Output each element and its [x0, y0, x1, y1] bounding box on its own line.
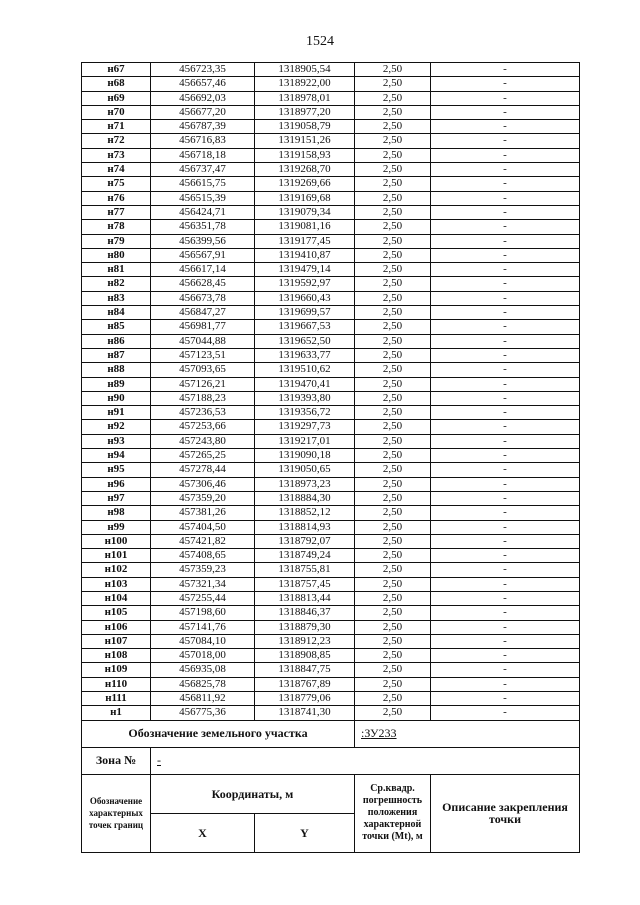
- coord-x: 456657,46: [151, 77, 255, 91]
- error-value: 2,50: [355, 348, 431, 362]
- error-value: 2,50: [355, 434, 431, 448]
- fixing-description: -: [431, 363, 580, 377]
- header-x: X: [151, 813, 255, 852]
- fixing-description: -: [431, 91, 580, 105]
- coord-x: 457084,10: [151, 634, 255, 648]
- point-name: н109: [82, 663, 151, 677]
- coord-x: 457044,88: [151, 334, 255, 348]
- table-row: [82, 234, 580, 248]
- table-row: [82, 248, 580, 262]
- point-name: н69: [82, 91, 151, 105]
- point-name: н78: [82, 220, 151, 234]
- point-name: н83: [82, 291, 151, 305]
- error-value: 2,50: [355, 563, 431, 577]
- coord-x: 456351,78: [151, 220, 255, 234]
- point-name: н71: [82, 120, 151, 134]
- point-name: н92: [82, 420, 151, 434]
- fixing-description: -: [431, 649, 580, 663]
- header-y: Y: [255, 813, 355, 852]
- table-row: [82, 77, 580, 91]
- table-row: [82, 449, 580, 463]
- header-error: Ср.квадр. погрешность положения характерной точки (Mt), м: [355, 774, 431, 852]
- coord-y: 1318852,12: [255, 506, 355, 520]
- point-name: н106: [82, 620, 151, 634]
- fixing-description: -: [431, 277, 580, 291]
- coord-y: 1319510,62: [255, 363, 355, 377]
- coord-x: 457093,65: [151, 363, 255, 377]
- fixing-description: -: [431, 220, 580, 234]
- error-value: 2,50: [355, 163, 431, 177]
- coord-x: 457123,51: [151, 348, 255, 362]
- fixing-description: -: [431, 477, 580, 491]
- coord-x: 456567,91: [151, 248, 255, 262]
- table-row: [82, 348, 580, 362]
- coord-y: 1319297,73: [255, 420, 355, 434]
- coord-y: 1318978,01: [255, 91, 355, 105]
- point-name: н98: [82, 506, 151, 520]
- error-value: 2,50: [355, 406, 431, 420]
- coord-y: 1319393,80: [255, 391, 355, 405]
- header-row-1: [82, 774, 580, 813]
- coord-y: 1319151,26: [255, 134, 355, 148]
- coord-y: 1318847,75: [255, 663, 355, 677]
- table-row: [82, 406, 580, 420]
- table-row: [82, 91, 580, 105]
- coord-x: 457243,80: [151, 434, 255, 448]
- error-value: 2,50: [355, 105, 431, 119]
- fixing-description: -: [431, 449, 580, 463]
- coord-y: 1318813,44: [255, 591, 355, 605]
- error-value: 2,50: [355, 148, 431, 162]
- coordinates-table: [81, 62, 580, 853]
- fixing-description: -: [431, 177, 580, 191]
- page-number: 1524: [306, 34, 334, 49]
- fixing-description: -: [431, 334, 580, 348]
- point-name: н91: [82, 406, 151, 420]
- coord-y: 1318884,30: [255, 491, 355, 505]
- header-description: Описание закрепления точки: [431, 774, 580, 852]
- table-row: [82, 491, 580, 505]
- coord-x: 456692,03: [151, 91, 255, 105]
- coord-y: 1318973,23: [255, 477, 355, 491]
- coord-x: 456737,47: [151, 163, 255, 177]
- fixing-description: -: [431, 520, 580, 534]
- fixing-description: -: [431, 263, 580, 277]
- point-name: н90: [82, 391, 151, 405]
- point-name: н94: [82, 449, 151, 463]
- point-name: н70: [82, 105, 151, 119]
- table-row: [82, 477, 580, 491]
- point-name: н74: [82, 163, 151, 177]
- coord-x: 456723,35: [151, 63, 255, 77]
- point-name: н102: [82, 563, 151, 577]
- table-row: [82, 320, 580, 334]
- coord-x: 456424,71: [151, 205, 255, 219]
- coord-x: 457306,46: [151, 477, 255, 491]
- fixing-description: -: [431, 577, 580, 591]
- point-name: н103: [82, 577, 151, 591]
- fixing-description: -: [431, 191, 580, 205]
- coord-y: 1318908,85: [255, 649, 355, 663]
- table-row: [82, 663, 580, 677]
- coord-x: 456981,77: [151, 320, 255, 334]
- error-value: 2,50: [355, 520, 431, 534]
- coord-x: 457278,44: [151, 463, 255, 477]
- coord-x: 456935,08: [151, 663, 255, 677]
- fixing-description: -: [431, 692, 580, 706]
- point-name: н95: [82, 463, 151, 477]
- header-coordinates: Координаты, м: [151, 774, 355, 813]
- table-row: [82, 134, 580, 148]
- error-value: 2,50: [355, 263, 431, 277]
- coord-x: 456399,56: [151, 234, 255, 248]
- zone-row: [82, 747, 580, 774]
- coord-x: 457421,82: [151, 534, 255, 548]
- coord-y: 1318905,54: [255, 63, 355, 77]
- fixing-description: -: [431, 506, 580, 520]
- point-name: н104: [82, 591, 151, 605]
- error-value: 2,50: [355, 534, 431, 548]
- table-row: [82, 363, 580, 377]
- point-name: н89: [82, 377, 151, 391]
- point-name: н85: [82, 320, 151, 334]
- fixing-description: -: [431, 563, 580, 577]
- coord-x: 456615,75: [151, 177, 255, 191]
- coord-x: 457359,20: [151, 491, 255, 505]
- table-row: [82, 263, 580, 277]
- coord-x: 456673,78: [151, 291, 255, 305]
- table-row: [82, 163, 580, 177]
- coord-y: 1319177,45: [255, 234, 355, 248]
- fixing-description: -: [431, 306, 580, 320]
- table-row: [82, 620, 580, 634]
- coord-y: 1319356,72: [255, 406, 355, 420]
- coord-y: 1319633,77: [255, 348, 355, 362]
- table-row: [82, 391, 580, 405]
- coord-y: 1319699,57: [255, 306, 355, 320]
- table-row: [82, 649, 580, 663]
- error-value: 2,50: [355, 205, 431, 219]
- fixing-description: -: [431, 348, 580, 362]
- error-value: 2,50: [355, 692, 431, 706]
- table-row: [82, 148, 580, 162]
- point-name: н97: [82, 491, 151, 505]
- error-value: 2,50: [355, 234, 431, 248]
- table-row: [82, 205, 580, 219]
- coord-y: 1319268,70: [255, 163, 355, 177]
- error-value: 2,50: [355, 449, 431, 463]
- fixing-description: -: [431, 463, 580, 477]
- coord-y: 1319470,41: [255, 377, 355, 391]
- error-value: 2,50: [355, 220, 431, 234]
- table-row: [82, 120, 580, 134]
- error-value: 2,50: [355, 620, 431, 634]
- point-name: н108: [82, 649, 151, 663]
- coord-x: 457236,53: [151, 406, 255, 420]
- point-name: н68: [82, 77, 151, 91]
- land-plot-label: Обозначение земельного участка: [82, 720, 355, 747]
- coord-x: 457188,23: [151, 391, 255, 405]
- table-row: [82, 634, 580, 648]
- error-value: 2,50: [355, 91, 431, 105]
- error-value: 2,50: [355, 63, 431, 77]
- fixing-description: -: [431, 406, 580, 420]
- error-value: 2,50: [355, 134, 431, 148]
- coord-x: 457253,66: [151, 420, 255, 434]
- coord-y: 1319410,87: [255, 248, 355, 262]
- error-value: 2,50: [355, 649, 431, 663]
- coord-y: 1319660,43: [255, 291, 355, 305]
- point-name: н79: [82, 234, 151, 248]
- coord-y: 1319479,14: [255, 263, 355, 277]
- point-name: н101: [82, 549, 151, 563]
- table-row: [82, 334, 580, 348]
- table-row: [82, 692, 580, 706]
- coord-x: 456718,18: [151, 148, 255, 162]
- point-name: н99: [82, 520, 151, 534]
- coord-x: 456617,14: [151, 263, 255, 277]
- error-value: 2,50: [355, 591, 431, 605]
- table-row: [82, 577, 580, 591]
- fixing-description: -: [431, 163, 580, 177]
- point-name: н96: [82, 477, 151, 491]
- error-value: 2,50: [355, 606, 431, 620]
- coord-y: 1319050,65: [255, 463, 355, 477]
- coord-x: 456775,36: [151, 706, 255, 720]
- fixing-description: -: [431, 634, 580, 648]
- fixing-description: -: [431, 291, 580, 305]
- point-name: н107: [82, 634, 151, 648]
- land-plot-code: :ЗУ233: [355, 720, 580, 747]
- error-value: 2,50: [355, 420, 431, 434]
- point-name: н81: [82, 263, 151, 277]
- point-name: н84: [82, 306, 151, 320]
- point-name: н87: [82, 348, 151, 362]
- point-name: н76: [82, 191, 151, 205]
- table-row: [82, 506, 580, 520]
- coord-x: 457265,25: [151, 449, 255, 463]
- fixing-description: -: [431, 434, 580, 448]
- table-row: [82, 63, 580, 77]
- coord-x: 457126,21: [151, 377, 255, 391]
- coord-x: 456811,92: [151, 692, 255, 706]
- coord-x: 457404,50: [151, 520, 255, 534]
- fixing-description: -: [431, 134, 580, 148]
- point-name: н100: [82, 534, 151, 548]
- coord-x: 456825,78: [151, 677, 255, 691]
- coord-x: 457359,23: [151, 563, 255, 577]
- table-body: [82, 63, 580, 721]
- fixing-description: -: [431, 105, 580, 119]
- coord-y: 1318912,23: [255, 634, 355, 648]
- table-row: [82, 105, 580, 119]
- table-row: [82, 177, 580, 191]
- error-value: 2,50: [355, 677, 431, 691]
- table-row: [82, 291, 580, 305]
- zone-value: -: [151, 747, 580, 774]
- coord-y: 1318879,30: [255, 620, 355, 634]
- table-row: [82, 306, 580, 320]
- coord-y: 1318922,00: [255, 77, 355, 91]
- error-value: 2,50: [355, 77, 431, 91]
- error-value: 2,50: [355, 549, 431, 563]
- point-name: н82: [82, 277, 151, 291]
- table-row: [82, 520, 580, 534]
- coord-y: 1318846,37: [255, 606, 355, 620]
- table-row: [82, 434, 580, 448]
- coord-y: 1318757,45: [255, 577, 355, 591]
- fixing-description: -: [431, 663, 580, 677]
- fixing-description: -: [431, 391, 580, 405]
- table-row: [82, 191, 580, 205]
- error-value: 2,50: [355, 277, 431, 291]
- error-value: 2,50: [355, 506, 431, 520]
- fixing-description: -: [431, 620, 580, 634]
- coord-y: 1319090,18: [255, 449, 355, 463]
- coord-y: 1319217,01: [255, 434, 355, 448]
- table-row: [82, 220, 580, 234]
- coord-y: 1318755,81: [255, 563, 355, 577]
- error-value: 2,50: [355, 577, 431, 591]
- error-value: 2,50: [355, 377, 431, 391]
- coord-y: 1318977,20: [255, 105, 355, 119]
- coord-y: 1318767,89: [255, 677, 355, 691]
- fixing-description: -: [431, 606, 580, 620]
- error-value: 2,50: [355, 663, 431, 677]
- point-name: н93: [82, 434, 151, 448]
- error-value: 2,50: [355, 463, 431, 477]
- error-value: 2,50: [355, 248, 431, 262]
- fixing-description: -: [431, 677, 580, 691]
- error-value: 2,50: [355, 291, 431, 305]
- fixing-description: -: [431, 205, 580, 219]
- coord-x: 456515,39: [151, 191, 255, 205]
- fixing-description: -: [431, 234, 580, 248]
- table-row: [82, 420, 580, 434]
- table-row: [82, 534, 580, 548]
- point-name: н1: [82, 706, 151, 720]
- coord-x: 457255,44: [151, 591, 255, 605]
- coord-y: 1319079,34: [255, 205, 355, 219]
- coord-x: 456677,20: [151, 105, 255, 119]
- table-row: [82, 591, 580, 605]
- coord-y: 1319667,53: [255, 320, 355, 334]
- table-row: [82, 463, 580, 477]
- error-value: 2,50: [355, 706, 431, 720]
- coord-x: 456628,45: [151, 277, 255, 291]
- fixing-description: -: [431, 377, 580, 391]
- table-row: [82, 377, 580, 391]
- point-name: н110: [82, 677, 151, 691]
- fixing-description: -: [431, 534, 580, 548]
- coord-x: 456847,27: [151, 306, 255, 320]
- coord-y: 1319158,93: [255, 148, 355, 162]
- point-name: н88: [82, 363, 151, 377]
- point-name: н73: [82, 148, 151, 162]
- error-value: 2,50: [355, 320, 431, 334]
- error-value: 2,50: [355, 120, 431, 134]
- coord-x: 457198,60: [151, 606, 255, 620]
- coord-y: 1318779,06: [255, 692, 355, 706]
- fixing-description: -: [431, 706, 580, 720]
- fixing-description: -: [431, 63, 580, 77]
- coord-y: 1318741,30: [255, 706, 355, 720]
- error-value: 2,50: [355, 177, 431, 191]
- coord-y: 1319652,50: [255, 334, 355, 348]
- coord-y: 1319169,68: [255, 191, 355, 205]
- table-row: [82, 563, 580, 577]
- coord-y: 1318792,07: [255, 534, 355, 548]
- coord-x: 457321,34: [151, 577, 255, 591]
- coord-y: 1319058,79: [255, 120, 355, 134]
- error-value: 2,50: [355, 191, 431, 205]
- error-value: 2,50: [355, 334, 431, 348]
- fixing-description: -: [431, 320, 580, 334]
- error-value: 2,50: [355, 491, 431, 505]
- table-row: [82, 277, 580, 291]
- table-row: [82, 549, 580, 563]
- table-row: [82, 677, 580, 691]
- fixing-description: -: [431, 549, 580, 563]
- point-name: н111: [82, 692, 151, 706]
- fixing-description: -: [431, 148, 580, 162]
- table-row: [82, 606, 580, 620]
- coord-x: 457141,76: [151, 620, 255, 634]
- point-name: н67: [82, 63, 151, 77]
- error-value: 2,50: [355, 363, 431, 377]
- coord-x: 456787,39: [151, 120, 255, 134]
- coord-x: 456716,83: [151, 134, 255, 148]
- fixing-description: -: [431, 491, 580, 505]
- table-row: [82, 706, 580, 720]
- coord-y: 1319081,16: [255, 220, 355, 234]
- coord-y: 1319269,66: [255, 177, 355, 191]
- error-value: 2,50: [355, 391, 431, 405]
- point-name: н75: [82, 177, 151, 191]
- point-name: н77: [82, 205, 151, 219]
- land-plot-row: [82, 720, 580, 747]
- point-name: н80: [82, 248, 151, 262]
- header-designation: Обозначение характерных точек границ: [82, 774, 151, 852]
- point-name: н72: [82, 134, 151, 148]
- coord-y: 1318814,93: [255, 520, 355, 534]
- fixing-description: -: [431, 420, 580, 434]
- fixing-description: -: [431, 77, 580, 91]
- error-value: 2,50: [355, 306, 431, 320]
- fixing-description: -: [431, 591, 580, 605]
- zone-label: Зона №: [82, 747, 151, 774]
- point-name: н86: [82, 334, 151, 348]
- coord-y: 1319592,97: [255, 277, 355, 291]
- point-name: н105: [82, 606, 151, 620]
- fixing-description: -: [431, 120, 580, 134]
- error-value: 2,50: [355, 477, 431, 491]
- coord-y: 1318749,24: [255, 549, 355, 563]
- coord-x: 457408,65: [151, 549, 255, 563]
- error-value: 2,50: [355, 634, 431, 648]
- fixing-description: -: [431, 248, 580, 262]
- coord-x: 457381,26: [151, 506, 255, 520]
- coord-x: 457018,00: [151, 649, 255, 663]
